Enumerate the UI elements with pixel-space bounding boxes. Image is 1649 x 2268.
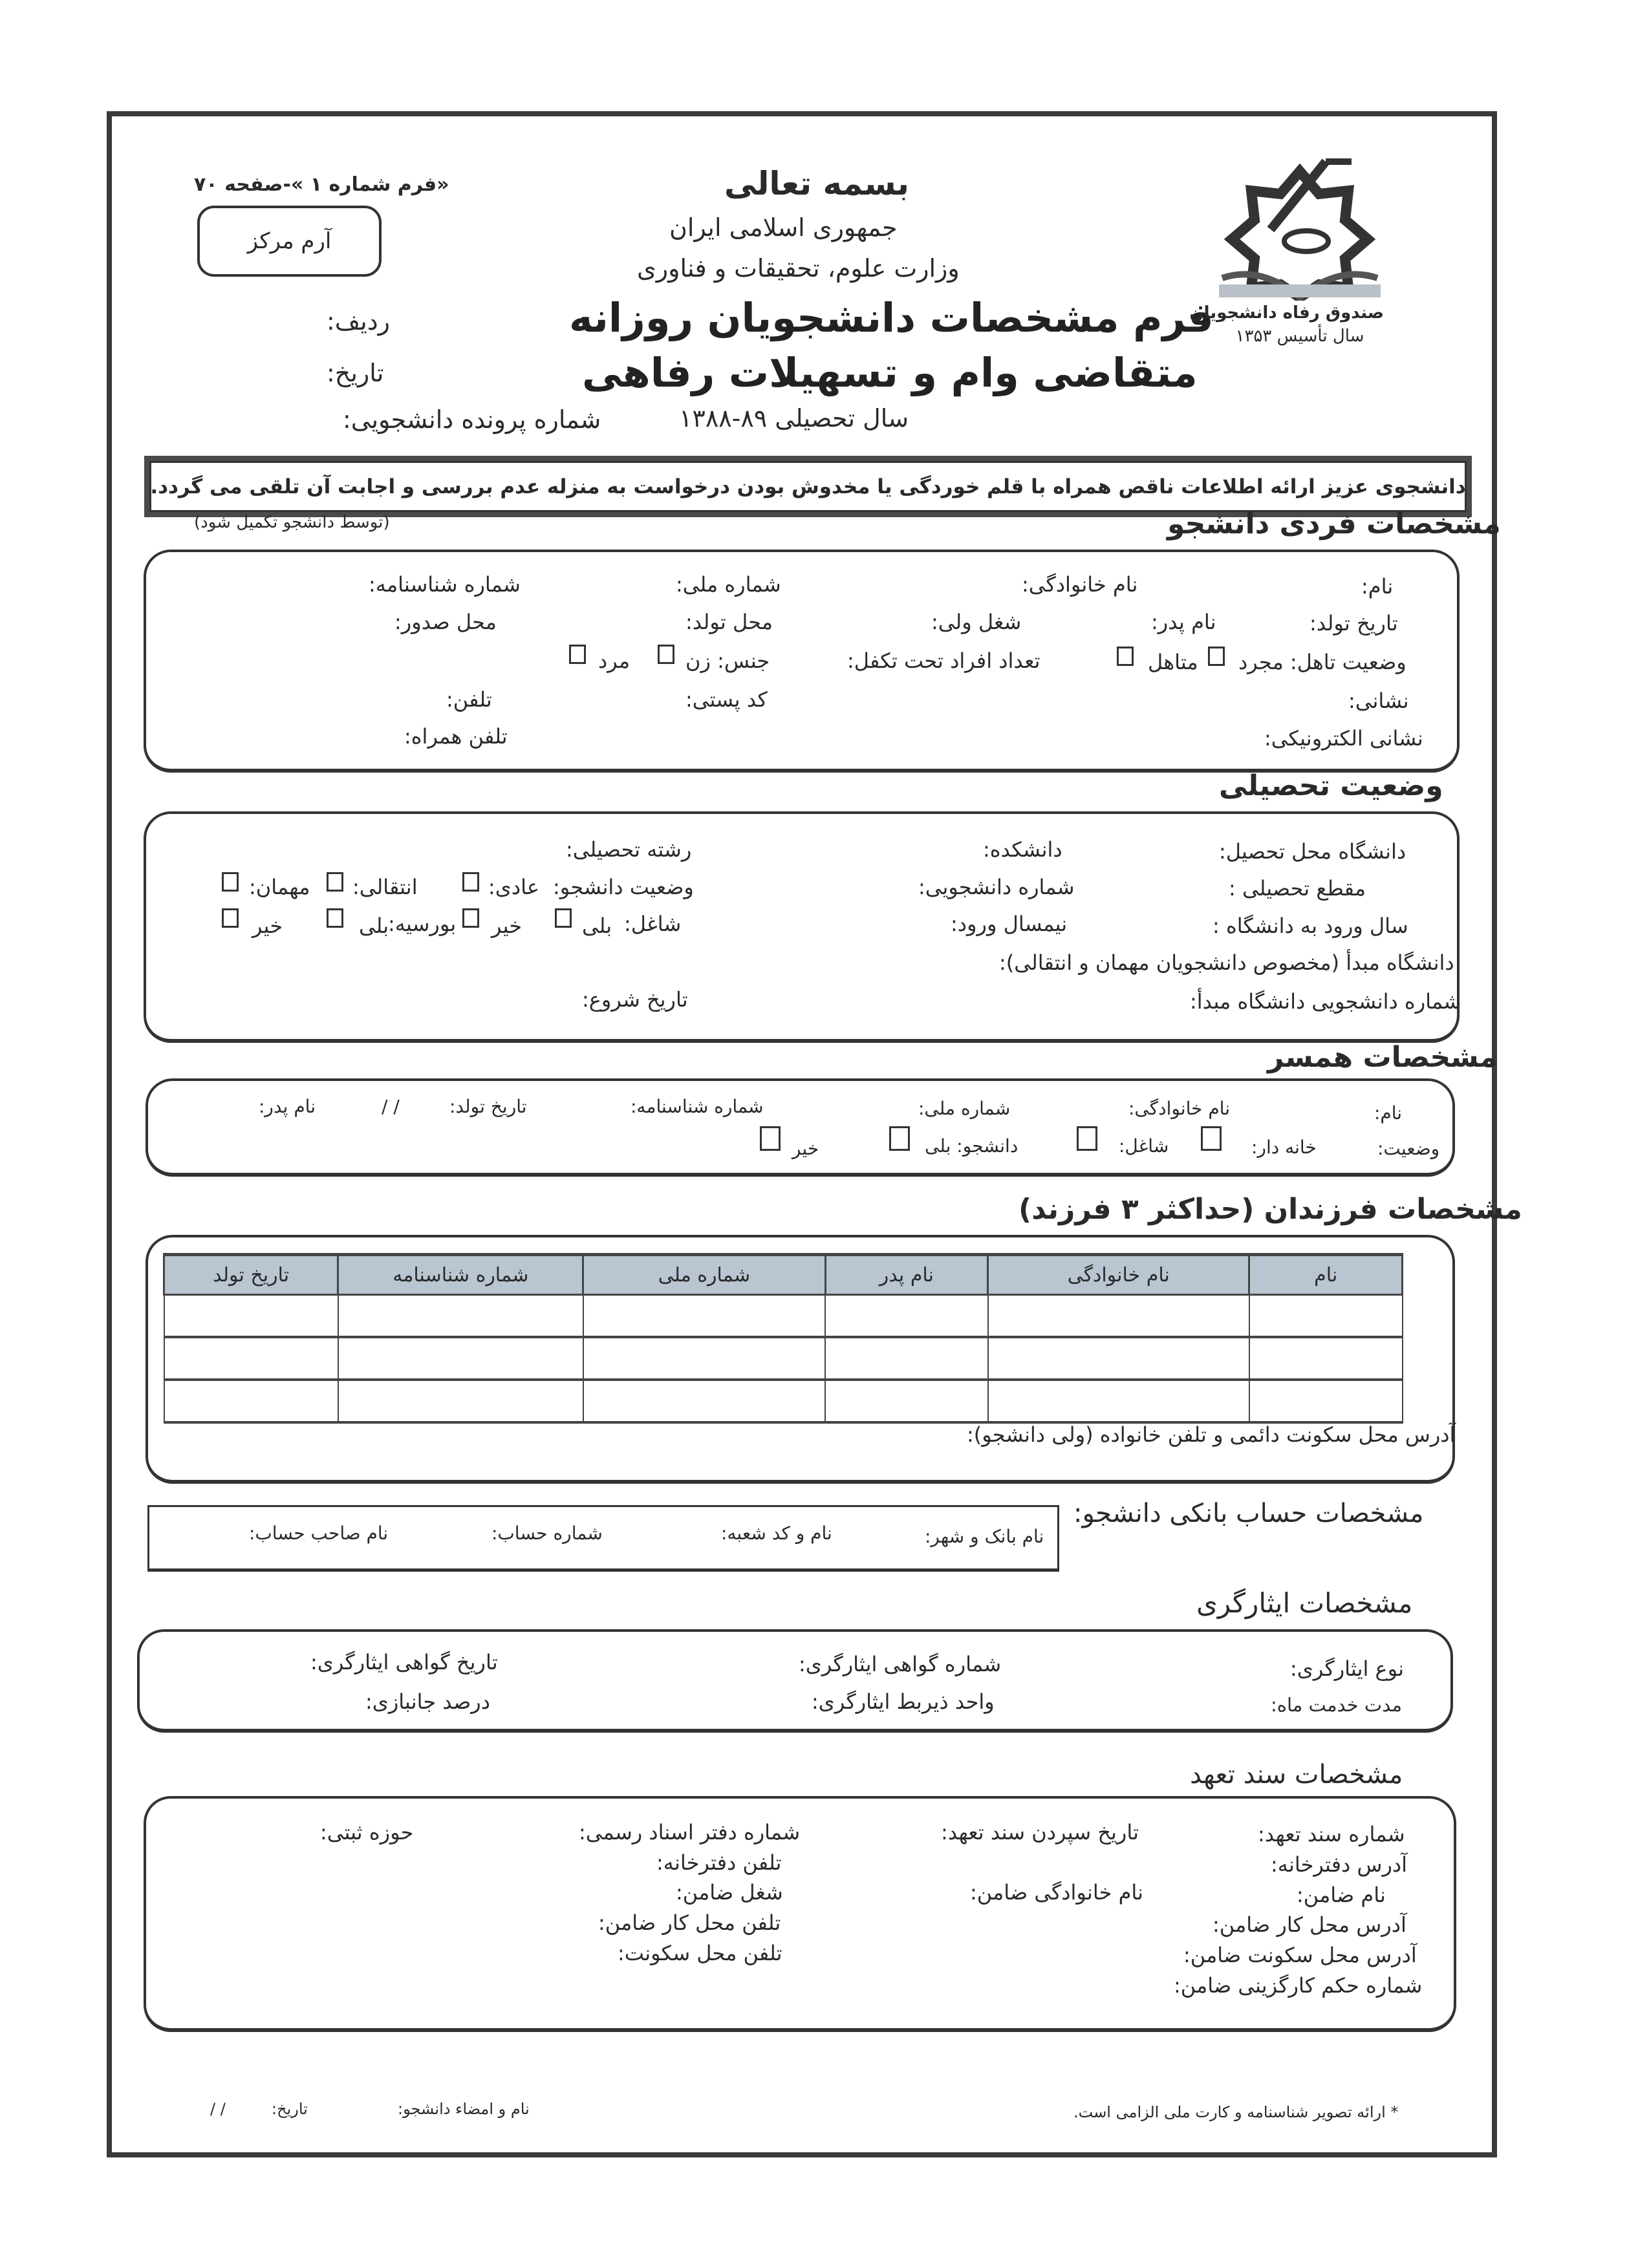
personal-issue-place-label: محل صدور: (394, 610, 497, 634)
table-cell[interactable] (1249, 1295, 1403, 1338)
spouse-birth-date-slashes: / / (382, 1096, 400, 1117)
col-birth-cert: شماره شناسنامه (338, 1255, 583, 1295)
table-cell[interactable] (825, 1295, 988, 1338)
personal-first-name-label: نام: (1361, 574, 1394, 599)
personal-birth-date-label: تاریخ تولد: (1310, 611, 1398, 636)
footer-id-copy-note: * ارائه تصویر شناسنامه و کارت ملی الزامی است. (1073, 2103, 1399, 2121)
spouse-first-name-label: نام: (1374, 1102, 1403, 1124)
bank-branch-label: نام و کد شعبه: (721, 1523, 832, 1544)
spouse-birth-cert-label: شماره شناسنامه: (630, 1096, 764, 1117)
footer-signature-label: نام و امضاء دانشجو: (398, 2100, 530, 2118)
marital-single-label: وضعیت تاهل: مجرد (1238, 650, 1406, 674)
children-section-title: مشخصات فرزندان (حداکثر ۳ فرزند) (1018, 1193, 1522, 1226)
center-logo-placeholder (197, 206, 382, 277)
academic-faculty-label: دانشکده: (983, 837, 1062, 862)
logo-caption: صندوق رفاه دانشجویان (1189, 303, 1384, 323)
scholarship-yes-checkbox[interactable] (327, 908, 343, 928)
academic-student-id-label: شماره دانشجویی: (918, 875, 1075, 899)
spouse-employed-label: شاغل: (1119, 1135, 1169, 1157)
col-last-name: نام خانوادگی (988, 1255, 1249, 1295)
guarantor-home-phone-label: تلفن محل سکونت: (618, 1941, 782, 1965)
commitment-section-title: مشخصات سند تعهد (1190, 1760, 1403, 1790)
personal-address-label: نشانی: (1348, 689, 1409, 713)
scholarship-yes-text: بلی (359, 914, 389, 938)
table-cell[interactable] (164, 1295, 338, 1338)
sacrifice-certificate-date-label: تاریخ گواهی ایثارگری: (310, 1650, 498, 1674)
marital-married-checkbox[interactable] (1117, 647, 1134, 666)
student-status-label: وضعیت دانشجو: (553, 875, 694, 899)
gender-female-label: جنس: زن (685, 648, 770, 673)
scholarship-yes-label: بورسیه: (388, 912, 457, 936)
status-regular-label: عادی: (488, 875, 539, 899)
personal-section-title: مشخصات فردی دانشجو (1167, 508, 1501, 540)
status-transfer-label: انتقالی: (352, 875, 418, 899)
sacrifice-unit-label: واحد ذیربط ایثارگری: (812, 1689, 995, 1714)
academic-origin-student-id-label: شماره دانشجویی دانشگاه مبدأ: (1190, 989, 1461, 1014)
spouse-last-name-label: نام خانوادگی: (1128, 1098, 1231, 1119)
bismillah-heading: بسمه تعالی (724, 165, 910, 202)
spouse-birth-date-label: تاریخ تولد: (449, 1096, 527, 1117)
academic-section-title: وضعیت تحصیلی (1219, 769, 1443, 802)
spouse-employed-checkbox[interactable] (1077, 1126, 1097, 1151)
spouse-national-id-label: شماره ملی: (918, 1098, 1011, 1119)
academic-major-label: رشته تحصیلی: (566, 837, 692, 862)
table-cell[interactable] (164, 1337, 338, 1380)
spouse-student-yes-checkbox[interactable] (889, 1126, 910, 1151)
table-row (164, 1337, 1403, 1380)
scholarship-no-label: خیر (252, 914, 283, 938)
guarantor-work-phone-label: تلفن محل کار ضامن: (598, 1910, 781, 1935)
commitment-notary-no-label: شماره دفتر اسناد رسمی: (579, 1820, 801, 1845)
sacrifice-type-label: نوع ایثارگری: (1290, 1656, 1405, 1681)
commitment-notary-address-label: آدرس دفترخانه: (1271, 1852, 1408, 1877)
row-field-label: ردیف: (327, 307, 390, 336)
logo-star-icon (1216, 158, 1384, 301)
table-cell[interactable] (583, 1295, 825, 1338)
footer-date-slashes: / / (210, 2100, 226, 2118)
scholarship-no-checkbox[interactable] (222, 908, 239, 928)
gender-male-checkbox[interactable] (569, 645, 586, 664)
dependents-label: تعداد افراد تحت تکفل: (847, 648, 1040, 673)
commitment-submit-date-label: تاریخ سپردن سند تعهد: (941, 1820, 1139, 1845)
personal-guardian-job-label: شغل ولی: (931, 610, 1022, 634)
guarantor-job-label: شغل ضامن: (676, 1880, 783, 1905)
employed-yes-label: بلی (582, 914, 612, 938)
guarantor-home-address-label: آدرس محل سکونت ضامن: (1183, 1943, 1417, 1967)
guarantor-name-label: نام ضامن: (1297, 1883, 1386, 1907)
bank-city-label: نام بانک و شهر: (925, 1526, 1044, 1547)
commitment-doc-no-label: شماره سند تعهد: (1258, 1822, 1405, 1846)
employed-label: شاغل: (624, 912, 682, 936)
academic-start-date-label: تاریخ شروع: (582, 987, 688, 1012)
col-birth-date: تاریخ تولد (164, 1255, 338, 1295)
children-table (163, 1253, 1403, 1424)
personal-father-name-label: نام پدر: (1151, 610, 1216, 634)
table-cell[interactable] (988, 1380, 1249, 1422)
spouse-student-no-label: خیر (792, 1138, 819, 1159)
employed-no-checkbox[interactable] (462, 908, 479, 928)
personal-birth-cert-label: شماره شناسنامه: (369, 572, 521, 597)
personal-phone-label: تلفن: (446, 687, 492, 712)
sacrifice-disability-pct-label: درصد جانبازی: (365, 1689, 490, 1714)
academic-year: سال تحصیلی ۸۹-۱۳۸۸ (679, 404, 909, 433)
personal-postal-code-label: کد پستی: (685, 687, 768, 712)
children-table-header (164, 1255, 1403, 1295)
table-cell[interactable] (338, 1337, 583, 1380)
marital-married-label: متاهل (1148, 650, 1198, 674)
form-number: «فرم شماره ۱ »-صفحه ۷۰ (194, 173, 449, 196)
logo-founded-year: سال تأسیس ۱۳۵۳ (1235, 326, 1364, 346)
spouse-father-name-label: نام پدر: (259, 1096, 316, 1117)
bank-holder-label: نام صاحب حساب: (249, 1523, 389, 1544)
table-cell[interactable] (338, 1380, 583, 1422)
gender-female-checkbox[interactable] (658, 645, 674, 664)
table-cell[interactable] (583, 1337, 825, 1380)
academic-degree-label: مقطع تحصیلی : (1229, 876, 1366, 901)
status-transfer-checkbox[interactable] (327, 872, 343, 892)
sacrifice-section-box (137, 1629, 1453, 1733)
academic-origin-university-label: دانشگاه مبدأ (مخصوص دانشجویان مهمان و انتقالی): (999, 950, 1454, 975)
table-cell[interactable] (583, 1380, 825, 1422)
personal-mobile-label: تلفن همراه: (404, 724, 508, 749)
employed-yes-checkbox[interactable] (555, 908, 572, 928)
sacrifice-certificate-no-label: شماره گواهی ایثارگری: (799, 1652, 1002, 1676)
table-cell[interactable] (338, 1295, 583, 1338)
commitment-registry-zone-label: حوزه ثبتی: (320, 1820, 414, 1845)
col-national-id: شماره ملی (583, 1255, 825, 1295)
employed-no-label: خیر (491, 914, 523, 938)
personal-birth-place-label: محل تولد: (685, 610, 773, 634)
table-cell[interactable] (988, 1295, 1249, 1338)
form-title-line2: متقاضی وام و تسهیلات رفاهی (582, 349, 1198, 396)
spouse-housewife-checkbox[interactable] (1201, 1126, 1222, 1151)
guarantor-order-no-label: شماره حکم کارگزینی ضامن: (1174, 1973, 1423, 1998)
gender-male-label: مرد (598, 648, 630, 673)
marital-single-checkbox[interactable] (1208, 647, 1225, 666)
spouse-student-no-checkbox[interactable] (760, 1126, 781, 1151)
col-father-name: نام پدر (825, 1255, 988, 1295)
footer-date-label: تاریخ: (272, 2100, 308, 2118)
personal-section-note: (توسط دانشجو تکمیل شود) (194, 513, 390, 532)
spouse-status-label: وضعیت: (1377, 1138, 1440, 1159)
table-cell[interactable] (988, 1337, 1249, 1380)
academic-entry-semester-label: نیمسال ورود: (951, 912, 1068, 936)
student-welfare-fund-logo (1189, 158, 1384, 352)
personal-last-name-label: نام خانوادگی: (1022, 572, 1138, 597)
ministry-line: وزارت علوم، تحقیقات و فناوری (637, 254, 960, 283)
family-address-label: آدرس محل سکونت دائمی و تلفن خانواده (ولی دانشجو): (967, 1422, 1456, 1447)
sacrifice-service-months-label: مدت خدمت ماه: (1271, 1694, 1402, 1716)
republic-line: جمهوری اسلامی ایران (669, 213, 898, 242)
table-cell[interactable] (1249, 1337, 1403, 1380)
student-file-number-label: شماره پرونده دانشجویی: (343, 405, 601, 434)
status-guest-label: مهمان: (249, 875, 310, 899)
personal-email-label: نشانی الکترونیکی: (1264, 726, 1423, 751)
personal-national-id-label: شماره ملی: (676, 572, 781, 597)
spouse-student-yes-label: دانشجو: بلی (925, 1135, 1018, 1157)
guarantor-last-name-label: نام خانوادگی ضامن: (970, 1880, 1144, 1905)
academic-university-label: دانشگاه محل تحصیل: (1219, 839, 1406, 864)
table-cell[interactable] (164, 1380, 338, 1422)
spouse-section-title: مشخصات همسر (1267, 1041, 1498, 1074)
center-logo-label: آرم مرکز (247, 228, 332, 254)
status-regular-checkbox[interactable] (462, 872, 479, 892)
form-title-line1: فرم مشخصات دانشجویان روزانه (569, 294, 1214, 341)
table-row (164, 1380, 1403, 1422)
academic-entry-year-label: سال ورود به دانشگاه : (1212, 914, 1408, 938)
table-row (164, 1295, 1403, 1338)
spouse-section-box (146, 1078, 1455, 1177)
guarantor-work-address-label: آدرس محل کار ضامن: (1212, 1912, 1406, 1937)
table-cell[interactable] (825, 1380, 988, 1422)
bank-section-title: مشخصات حساب بانکی دانشجو: (1073, 1499, 1424, 1528)
table-cell[interactable] (1249, 1380, 1403, 1422)
col-first-name: نام (1249, 1255, 1403, 1295)
sacrifice-section-title: مشخصات ایثارگری (1196, 1587, 1413, 1619)
table-cell[interactable] (825, 1337, 988, 1380)
status-guest-checkbox[interactable] (222, 872, 239, 892)
commitment-notary-phone-label: تلفن دفترخانه: (656, 1850, 782, 1875)
bank-account-no-label: شماره حساب: (491, 1523, 603, 1544)
warning-text: دانشجوی عزیز ارائه اطلاعات ناقص همراه با قلم خوردگی یا مخدوش بودن درخواست به منزله عدم بررسی و اجابت آن تلقی می گردد. (150, 475, 1466, 498)
spouse-housewife-label: خانه دار: (1251, 1137, 1317, 1158)
date-field-label: تاریخ: (327, 359, 384, 387)
